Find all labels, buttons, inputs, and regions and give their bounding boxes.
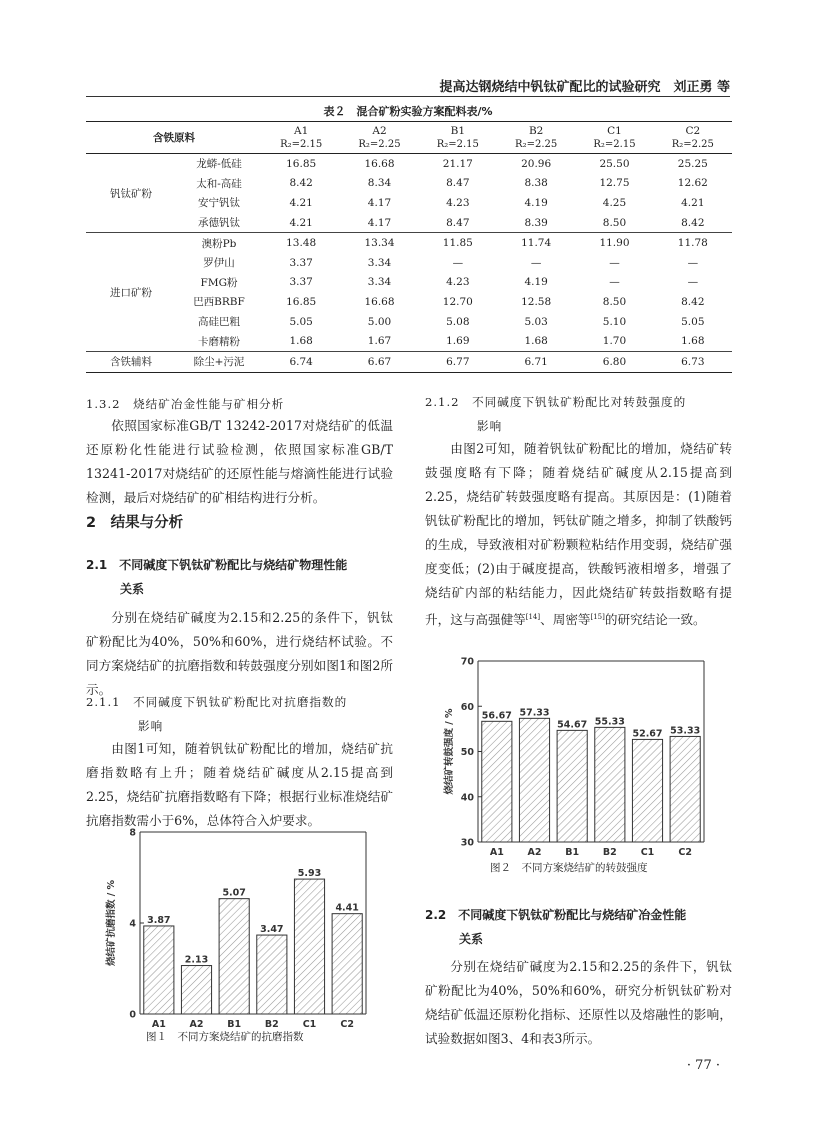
bar-value-label: 5.07 bbox=[222, 887, 246, 899]
section-2-1-2-title: 2.1.2 不同碱度下钒钛矿粉配比对转鼓强度的 影响 bbox=[425, 395, 687, 433]
bar-value-label: 52.67 bbox=[632, 728, 663, 740]
table-row bbox=[86, 292, 732, 312]
table-row bbox=[86, 312, 732, 332]
table-cell: 8.47 bbox=[419, 213, 497, 233]
y-tick-label: 50 bbox=[460, 747, 474, 758]
figure-1-chart bbox=[96, 818, 376, 1034]
bar-value-label: 5.93 bbox=[297, 868, 322, 880]
table-cell: 12.75 bbox=[599, 177, 630, 190]
table-cell: 25.25 bbox=[677, 157, 708, 170]
scheme-basicity: R₂=2.25 bbox=[515, 138, 558, 150]
bar-value-label: 56.67 bbox=[481, 710, 512, 722]
table-cell: 5.00 bbox=[367, 315, 392, 328]
table-cell: 5.05 bbox=[681, 315, 705, 328]
category-label: A2 bbox=[189, 1019, 204, 1030]
running-head: 提高达钢烧结中钒钛矿配比的试验研究 刘正勇 等 bbox=[439, 80, 730, 95]
bar bbox=[332, 914, 362, 1014]
table-cell: 16.68 bbox=[364, 157, 395, 170]
table-cell: 4.19 bbox=[524, 196, 548, 209]
material-name: 太和-高硅 bbox=[196, 177, 242, 190]
y-tick-label: 0 bbox=[129, 1009, 136, 1021]
scheme-name: B2 bbox=[528, 124, 544, 137]
category-label: C1 bbox=[640, 847, 655, 858]
section-1-3-2-body: 依照国家标准GB/T 13242-2017对烧结矿的低温还原粉化性能进行试验检测，依照国家标准GB/T 13241-2017对烧结矿的还原性能与熔滴性能进行试验检测，最后对烧结矿的矿相结构进行分析。 bbox=[86, 418, 393, 505]
table-row bbox=[86, 174, 732, 194]
y-tick-label: 8 bbox=[129, 827, 136, 839]
table-cell: 16.85 bbox=[286, 157, 317, 170]
table-row bbox=[86, 253, 732, 273]
material-name: 高硅巴粗 bbox=[198, 316, 240, 329]
table-cell: 13.34 bbox=[364, 237, 395, 250]
bar-value-label: 3.87 bbox=[147, 914, 171, 926]
scheme-name: C2 bbox=[685, 124, 701, 137]
table-cell: 16.68 bbox=[364, 295, 395, 308]
table-cell: 12.70 bbox=[442, 295, 473, 308]
group-label: 含铁辅料 bbox=[86, 351, 176, 372]
bar-value-label: 57.33 bbox=[519, 707, 550, 719]
table-cell: 20.96 bbox=[521, 157, 552, 170]
table-cell: 16.85 bbox=[286, 295, 317, 308]
scheme-header bbox=[340, 122, 418, 154]
y-tick-label: 4 bbox=[129, 918, 136, 930]
table-cell: 6.67 bbox=[340, 351, 418, 372]
scheme-name: A2 bbox=[372, 124, 387, 137]
table-cell: 11.74 bbox=[521, 237, 552, 250]
section-2-2-body: 分别在烧结矿碱度为2.15和2.25的条件下，钒钛矿粉配比为40%，50%和60%，研究分析钒钛矿粉对烧结矿低温还原粉化指标、还原性以及熔融性的影响，试验数据如图3、4和表3所示。 bbox=[425, 959, 732, 1046]
table-cell: 5.03 bbox=[524, 315, 548, 328]
table-cell: 6.73 bbox=[654, 351, 732, 372]
category-label: A1 bbox=[151, 1019, 166, 1030]
scheme-basicity: R₂=2.15 bbox=[280, 138, 323, 150]
table-cell: 8.42 bbox=[289, 177, 313, 190]
section-2-1-1-title: 2.1.1 不同碱度下钒钛矿粉配比对抗磨指数的 影响 bbox=[86, 695, 348, 733]
scheme-header bbox=[262, 122, 340, 154]
table-cell: 11.78 bbox=[677, 237, 708, 250]
section-1-3-2-title: 1.3.2 烧结矿冶金性能与矿相分析 bbox=[86, 397, 285, 411]
section-2-title: 2 结果与分析 bbox=[86, 515, 184, 531]
bar-value-label: 2.13 bbox=[184, 954, 209, 966]
scheme-header bbox=[654, 122, 732, 154]
table-cell: 5.10 bbox=[602, 315, 627, 328]
bar-value-label: 3.47 bbox=[260, 924, 284, 936]
figure-1-caption: 图１ 不同方案烧结矿的抗磨指数 bbox=[146, 1031, 304, 1043]
table-cell: 4.23 bbox=[446, 276, 470, 289]
table-cell: 21.17 bbox=[442, 157, 473, 170]
table-cell: 1.68 bbox=[262, 331, 340, 351]
table-cell: 4.17 bbox=[367, 196, 392, 209]
group-label: 进口矿粉 bbox=[86, 233, 176, 352]
bar bbox=[557, 730, 587, 842]
table-cell: — bbox=[687, 276, 699, 289]
table-cell: 1.70 bbox=[575, 331, 653, 351]
category-label: A1 bbox=[489, 847, 504, 858]
table-cell: 25.50 bbox=[599, 157, 630, 170]
table-cell: 8.50 bbox=[602, 295, 627, 308]
table-cell: 8.42 bbox=[654, 213, 732, 233]
category-label: B2 bbox=[264, 1019, 279, 1030]
table-row bbox=[86, 351, 732, 372]
table-cell: 12.58 bbox=[521, 295, 552, 308]
table-row bbox=[86, 273, 732, 293]
table-cell: 8.42 bbox=[681, 295, 705, 308]
bar bbox=[181, 966, 211, 1014]
scheme-header bbox=[497, 122, 575, 154]
material-name: 罗伊山 bbox=[203, 257, 235, 270]
y-axis-title: 烧结矿转鼓强度 / % bbox=[444, 708, 455, 795]
table-caption: 表２ 混合矿粉实验方案配料表/% bbox=[323, 105, 493, 118]
table-cell: 8.47 bbox=[446, 177, 470, 190]
table-cell: — bbox=[609, 256, 620, 269]
scheme-basicity: R₂=2.25 bbox=[671, 138, 714, 150]
table-cell: 6.77 bbox=[419, 351, 497, 372]
material-name: FMG粉 bbox=[200, 276, 238, 289]
bar-value-label: 55.33 bbox=[594, 716, 625, 728]
header-rule bbox=[86, 96, 730, 97]
y-tick-label: 60 bbox=[460, 701, 474, 713]
table-row bbox=[86, 331, 732, 351]
raw-material-header: 含铁原料 bbox=[153, 131, 195, 144]
table-cell: 3.37 bbox=[289, 256, 313, 269]
bar bbox=[482, 721, 512, 842]
table-cell: 5.05 bbox=[289, 315, 313, 328]
material-name: 龙蟒-低硅 bbox=[196, 158, 242, 171]
table-cell: 5.08 bbox=[446, 315, 470, 328]
bar-value-label: 53.33 bbox=[670, 725, 701, 737]
table-cell: 6.74 bbox=[262, 351, 340, 372]
group-label: 钒钛矿粉 bbox=[86, 154, 176, 233]
scheme-header bbox=[419, 122, 497, 154]
category-label: B1 bbox=[227, 1019, 242, 1030]
table-cell: 3.34 bbox=[367, 276, 392, 289]
material-name: 卡磨精粉 bbox=[176, 331, 262, 351]
bar bbox=[219, 899, 249, 1014]
table-row bbox=[86, 154, 732, 174]
bar bbox=[257, 935, 287, 1014]
material-name: 承德钒钛 bbox=[176, 213, 262, 233]
table-cell: 4.17 bbox=[340, 213, 418, 233]
material-name: 除尘+污泥 bbox=[176, 351, 262, 372]
table-cell: 13.48 bbox=[286, 237, 317, 250]
scheme-name: C1 bbox=[607, 124, 622, 137]
table-cell: — bbox=[530, 256, 542, 269]
scheme-header bbox=[575, 122, 653, 154]
bar bbox=[519, 718, 549, 842]
category-label: C2 bbox=[340, 1019, 354, 1030]
scheme-name: A1 bbox=[294, 124, 309, 137]
table-cell: 11.85 bbox=[442, 237, 473, 250]
y-axis-title: 烧结矿抗磨指数 / % bbox=[106, 879, 117, 967]
table-cell: 1.69 bbox=[419, 331, 497, 351]
table-cell: 4.21 bbox=[262, 213, 340, 233]
mix-table bbox=[86, 121, 732, 373]
table-cell: 3.37 bbox=[289, 276, 313, 289]
table-cell: — bbox=[609, 276, 620, 289]
page-number: · 77 · bbox=[686, 1058, 720, 1073]
bar bbox=[595, 727, 625, 842]
scheme-basicity: R₂=2.25 bbox=[358, 138, 401, 150]
bar-value-label: 4.41 bbox=[335, 902, 359, 914]
section-2-1-body: 分别在烧结矿碱度为2.15和2.25的条件下，钒钛矿粉配比为40%，50%和60%，进行烧结杯试验。不同方案烧结矿的抗磨指数和转鼓强度分别如图1和图2所示。 bbox=[86, 610, 393, 697]
table-cell: 1.68 bbox=[497, 331, 575, 351]
section-2-2-title: 2.2 不同碱度下钒钛矿粉配比与烧结矿冶金性能 关系 bbox=[425, 908, 687, 946]
table-cell: 6.80 bbox=[575, 351, 653, 372]
table-cell: 3.34 bbox=[367, 256, 392, 269]
bar bbox=[670, 736, 700, 842]
material-name: 安宁钒钛 bbox=[198, 197, 240, 210]
table-cell: 11.90 bbox=[599, 237, 630, 250]
table-cell: 8.50 bbox=[575, 213, 653, 233]
material-name: 澳粉Pb bbox=[201, 237, 237, 250]
y-tick-label: 40 bbox=[460, 792, 474, 804]
table-cell: 4.21 bbox=[681, 196, 705, 209]
y-tick-label: 70 bbox=[460, 656, 474, 668]
category-label: C1 bbox=[302, 1019, 317, 1030]
section-2-1-2-body: 由图2可知，随着钒钛矿粉配比的增加，烧结矿转鼓强度略有下降；随着烧结矿碱度从2.15提高到2.25，烧结矿转鼓强度略有提高。其原因是：(1)随着钒钛矿粉配比的增加，钙钛矿随之增多，抑制了铁酸钙的生成，导致液相对矿粉颗粒粘结作用变弱，烧结矿强度变低；(2)由于碱度提高，铁酸钙液相增多，增强了烧结矿内部的粘结能力，因此烧结矿转鼓指数略有提升，这与高强健等[14]、周密等[15]的研究结论一致。 bbox=[425, 441, 732, 628]
table-cell: 6.71 bbox=[497, 351, 575, 372]
bar-value-label: 54.67 bbox=[557, 719, 588, 731]
scheme-basicity: R₂=2.15 bbox=[593, 138, 636, 150]
table-cell: 8.39 bbox=[497, 213, 575, 233]
table-cell: 8.38 bbox=[524, 177, 548, 190]
category-label: B2 bbox=[602, 847, 617, 858]
section-2-1-1-body: 由图1可知，随着钒钛矿粉配比的增加，烧结矿抗磨指数略有上升；随着烧结矿碱度从2.15提高到2.25，烧结矿抗磨指数略有下降；根据行业标准烧结矿抗磨指数需小于6%，总体符合入炉要求。 bbox=[86, 741, 393, 828]
table-row bbox=[86, 233, 732, 253]
table-cell: — bbox=[452, 256, 464, 269]
category-label: A2 bbox=[527, 847, 542, 858]
table-cell: 4.21 bbox=[289, 196, 313, 209]
category-label: B1 bbox=[565, 847, 580, 858]
scheme-basicity: R₂=2.15 bbox=[436, 138, 479, 150]
table-cell: 1.67 bbox=[340, 331, 418, 351]
material-name: 巴西BRBF bbox=[193, 296, 245, 309]
table-cell: 8.34 bbox=[367, 177, 392, 190]
table-row bbox=[86, 193, 732, 213]
table-cell: 1.68 bbox=[654, 331, 732, 351]
figure-2-caption: 图２ 不同方案烧结矿的转鼓强度 bbox=[490, 862, 648, 874]
table-cell: 12.62 bbox=[677, 177, 708, 190]
table-cell: — bbox=[687, 256, 699, 269]
category-label: C2 bbox=[678, 847, 692, 858]
table-row bbox=[86, 213, 732, 233]
figure-2-chart bbox=[434, 653, 714, 865]
table-cell: 4.25 bbox=[602, 196, 627, 209]
bar bbox=[632, 739, 662, 842]
table-cell: 4.19 bbox=[524, 276, 548, 289]
section-2-1-title: 2.1 不同碱度下钒钛矿粉配比与烧结矿物理性能 关系 bbox=[86, 558, 348, 596]
y-tick-label: 30 bbox=[460, 837, 474, 849]
table-cell: 4.23 bbox=[446, 196, 470, 209]
bar bbox=[144, 926, 174, 1014]
scheme-name: B1 bbox=[450, 124, 466, 137]
bar bbox=[294, 879, 324, 1014]
